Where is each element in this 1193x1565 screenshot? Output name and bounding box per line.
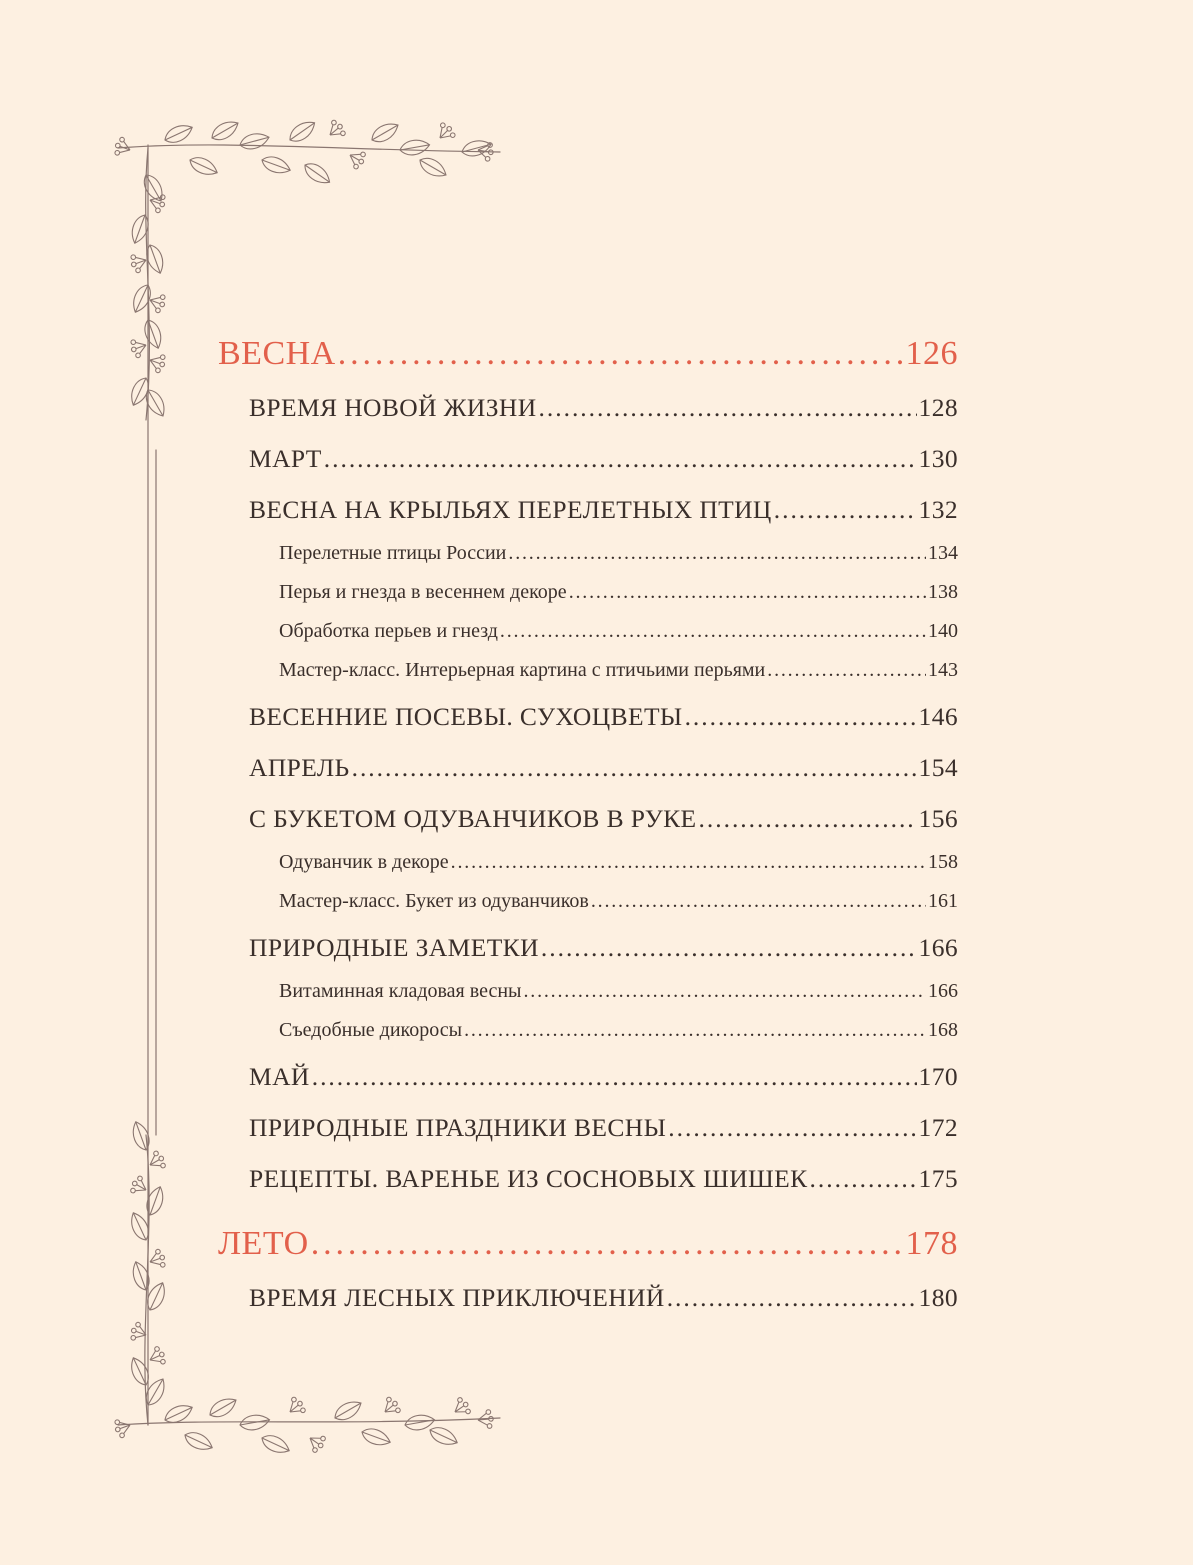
toc-chapter[interactable] — [249, 1062, 958, 1092]
toc-chapter-title: АПРЕЛЬ — [249, 753, 350, 782]
toc-chapter-page-number: 132 — [918, 495, 958, 524]
dot-leader — [500, 620, 926, 643]
dot-leader — [464, 1019, 926, 1042]
toc-subsection-title: Мастер-класс. Интерьерная картина с птичьими перьями — [279, 659, 766, 681]
toc-section[interactable] — [218, 335, 958, 373]
toc-chapter-title: МАРТ — [249, 444, 322, 473]
toc-chapter[interactable] — [249, 933, 958, 963]
toc-chapter-page-number: 166 — [918, 933, 958, 962]
dot-leader — [311, 1225, 904, 1263]
toc-subsection[interactable] — [279, 542, 958, 565]
dot-leader — [451, 851, 926, 874]
dot-leader — [591, 890, 926, 913]
dot-leader — [541, 933, 917, 963]
toc-subsection-title: Обработка перьев и гнезд — [279, 620, 498, 642]
toc-subsection[interactable] — [279, 581, 958, 604]
toc-chapter-page-number: 130 — [918, 444, 958, 473]
toc-chapter-title: ПРИРОДНЫЕ ПРАЗДНИКИ ВЕСНЫ — [249, 1113, 667, 1142]
toc-subsection[interactable] — [279, 620, 958, 643]
toc-chapter[interactable] — [249, 804, 958, 834]
dot-leader — [508, 542, 926, 565]
toc-chapter[interactable] — [249, 1164, 958, 1194]
toc-subsection-title: Витаминная кладовая весны — [279, 980, 522, 1002]
toc-subsection-page-number: 168 — [928, 1019, 958, 1041]
toc-chapter[interactable] — [249, 393, 958, 423]
toc-chapter[interactable] — [249, 444, 958, 474]
toc-chapter[interactable] — [249, 753, 958, 783]
dot-leader — [312, 1062, 917, 1092]
toc-chapter-page-number: 172 — [918, 1113, 958, 1142]
toc-subsection-page-number: 166 — [928, 980, 958, 1002]
toc-subsection-page-number: 143 — [928, 659, 958, 681]
toc-section-title: ВЕСНА — [218, 335, 336, 372]
toc-subsection-page-number: 158 — [928, 851, 958, 873]
toc-subsection[interactable] — [279, 980, 958, 1003]
toc-subsection-title: Съедобные дикоросы — [279, 1019, 463, 1041]
dot-leader — [569, 581, 926, 604]
dot-leader — [324, 444, 917, 474]
toc-chapter-title: ВРЕМЯ НОВОЙ ЖИЗНИ — [249, 393, 537, 422]
dot-leader — [523, 980, 926, 1003]
dot-leader — [685, 702, 917, 732]
toc-subsection-page-number: 161 — [928, 890, 958, 912]
toc-section[interactable] — [218, 1225, 958, 1263]
toc-chapter-title: ВЕСНА НА КРЫЛЬЯХ ПЕРЕЛЕТНЫХ ПТИЦ — [249, 495, 772, 524]
toc-chapter-page-number: 128 — [918, 393, 958, 422]
toc-chapter-title: ВЕСЕННИЕ ПОСЕВЫ. СУХОЦВЕТЫ — [249, 702, 683, 731]
dot-leader — [699, 804, 917, 834]
toc-chapter-page-number: 154 — [918, 753, 958, 782]
dot-leader — [668, 1113, 916, 1143]
toc-subsection-title: Перелетные птицы России — [279, 542, 507, 564]
toc-subsection[interactable] — [279, 851, 958, 874]
toc-chapter-title: ПРИРОДНЫЕ ЗАМЕТКИ — [249, 933, 539, 962]
toc-section-title: ЛЕТО — [218, 1225, 309, 1262]
toc-subsection-title: Перья и гнезда в весеннем декоре — [279, 581, 567, 603]
toc-section-page-number: 126 — [905, 335, 958, 372]
toc-chapter-title: С БУКЕТОМ ОДУВАНЧИКОВ В РУКЕ — [249, 804, 697, 833]
toc-chapter-page-number: 146 — [918, 702, 958, 731]
toc-chapter-title: МАЙ — [249, 1062, 310, 1091]
dot-leader — [810, 1164, 917, 1194]
toc-chapter[interactable] — [249, 1113, 958, 1143]
dot-leader — [352, 753, 917, 783]
toc-chapter-title: ВРЕМЯ ЛЕСНЫХ ПРИКЛЮЧЕНИЙ — [249, 1283, 665, 1312]
toc-chapter-page-number: 170 — [918, 1062, 958, 1091]
toc-subsection[interactable] — [279, 1019, 958, 1042]
toc-subsection-page-number: 134 — [928, 542, 958, 564]
toc-chapter[interactable] — [249, 1283, 958, 1313]
toc-subsection-title: Одуванчик в декоре — [279, 851, 449, 873]
toc-chapter-page-number: 180 — [918, 1283, 958, 1312]
toc-subsection[interactable] — [279, 890, 958, 913]
toc-chapter-title: РЕЦЕПТЫ. ВАРЕНЬЕ ИЗ СОСНОВЫХ ШИШЕК — [249, 1164, 808, 1193]
dot-leader — [767, 659, 926, 682]
toc-subsection-page-number: 138 — [928, 581, 958, 603]
dot-leader — [338, 335, 904, 373]
toc-subsection-page-number: 140 — [928, 620, 958, 642]
dot-leader — [774, 495, 917, 525]
toc-chapter-page-number: 175 — [918, 1164, 958, 1193]
dot-leader — [539, 393, 917, 423]
toc-section-page-number: 178 — [905, 1225, 958, 1262]
toc-chapter[interactable] — [249, 702, 958, 732]
toc-subsection[interactable] — [279, 659, 958, 682]
toc-subsection-title: Мастер-класс. Букет из одуванчиков — [279, 890, 589, 912]
dot-leader — [667, 1283, 917, 1313]
toc-chapter-page-number: 156 — [918, 804, 958, 833]
toc-chapter[interactable] — [249, 495, 958, 525]
